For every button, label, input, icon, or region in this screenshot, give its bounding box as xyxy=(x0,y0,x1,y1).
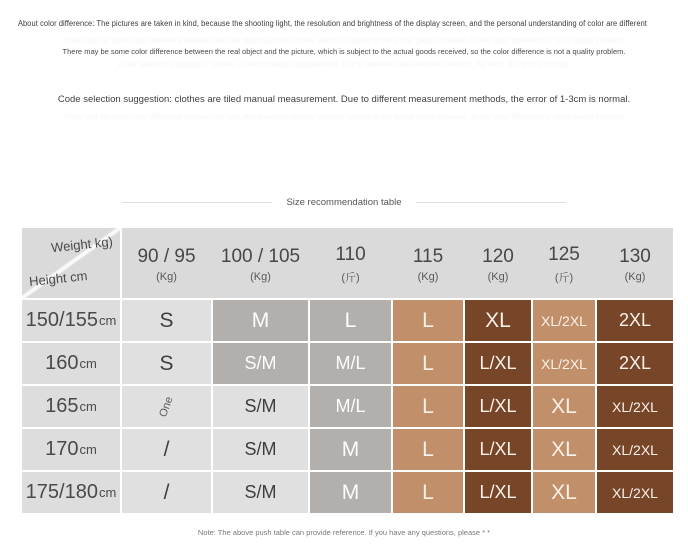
size-cell xyxy=(213,343,308,384)
size-value: 2XL xyxy=(618,310,652,330)
size-value: S/M xyxy=(244,353,277,373)
size-value: XL/2XL xyxy=(541,355,587,372)
size-cell xyxy=(465,386,531,427)
weight-unit: (Kg) xyxy=(417,270,439,283)
height-unit: cm xyxy=(79,356,97,371)
weight-header-cell xyxy=(122,228,211,298)
size-cell xyxy=(465,300,531,341)
weight-unit: (Kg) xyxy=(624,270,646,283)
footer-note: Note: The above push table can provide reference. If you have any questions, please * * xyxy=(197,528,491,537)
size-cell xyxy=(213,300,308,341)
height-label-cell xyxy=(22,429,120,470)
weight-header-row xyxy=(122,228,673,298)
height-value: 165 xyxy=(45,395,79,417)
weight-value: 130 xyxy=(619,245,651,267)
size-cell xyxy=(122,386,211,427)
height-unit: cm xyxy=(79,442,97,457)
ghost-text-artifact: There may be some color difference between the real object and the picture, which is subject to the actual goods received, so the color difference is not a quality problem. xyxy=(62,36,626,45)
weight-header-cell xyxy=(393,228,463,298)
size-value: One xyxy=(157,394,176,419)
size-cell xyxy=(533,386,595,427)
size-cell xyxy=(310,429,391,470)
size-value: L xyxy=(422,394,434,418)
size-cell xyxy=(213,386,308,427)
size-value: S/M xyxy=(244,396,277,416)
height-value: 175/180 xyxy=(25,481,98,503)
height-unit: cm xyxy=(79,399,97,414)
corner-weight-label: Weight kg) xyxy=(50,233,114,256)
weight-header-cell xyxy=(465,228,531,298)
weight-value: 120 xyxy=(482,245,514,267)
height-value: 170 xyxy=(45,438,79,460)
weight-header-cell xyxy=(213,228,308,298)
size-cell xyxy=(597,429,673,470)
size-cell xyxy=(597,386,673,427)
size-value: L/XL xyxy=(479,396,517,416)
size-value: XL xyxy=(551,437,577,461)
size-cell xyxy=(393,386,463,427)
size-value: M/L xyxy=(335,396,366,416)
size-cell xyxy=(393,300,463,341)
size-value: S/M xyxy=(244,439,277,459)
size-value: / xyxy=(163,437,170,461)
ghost-text-artifact: Code selection suggestion: clothes are tiled manual measurement. Due to different measurement methods, the error of 1-3cm is normal. xyxy=(118,60,570,69)
weight-value: 110 xyxy=(335,243,366,265)
size-cell xyxy=(465,343,531,384)
code-selection-note: Code selection suggestion: clothes are tiled manual measurement. Due to different measurement methods, the error of 1-3cm is normal. xyxy=(57,94,631,105)
size-value: L/XL xyxy=(479,353,517,373)
size-cell xyxy=(393,472,463,513)
size-value: L xyxy=(344,308,357,332)
weight-unit: (斤) xyxy=(341,271,360,284)
size-value: XL/2XL xyxy=(612,484,658,501)
weight-header-cell xyxy=(310,228,391,298)
size-cell xyxy=(310,300,391,341)
size-value: L/XL xyxy=(479,482,517,502)
weight-unit: (斤) xyxy=(554,271,574,284)
size-cell xyxy=(122,343,211,384)
size-value: XL/2XL xyxy=(612,398,658,415)
size-cell xyxy=(533,343,595,384)
size-value: M xyxy=(341,437,360,461)
size-value: / xyxy=(163,480,170,504)
size-value: S/M xyxy=(244,482,277,502)
weight-unit: (Kg) xyxy=(250,270,271,283)
size-value: S xyxy=(159,308,174,332)
size-cell xyxy=(310,343,391,384)
size-cell xyxy=(122,472,211,513)
size-cell xyxy=(310,386,391,427)
height-value: 160 xyxy=(45,352,79,374)
size-cell xyxy=(122,300,211,341)
size-cell xyxy=(597,300,673,341)
weight-value: 100 / 105 xyxy=(220,245,301,267)
size-value: XL/2XL xyxy=(541,312,587,329)
size-value: XL xyxy=(551,480,577,504)
size-cell xyxy=(310,472,391,513)
size-cell xyxy=(393,343,463,384)
size-value: S xyxy=(159,351,174,375)
weight-header-cell xyxy=(597,228,673,298)
section-title: Size recommendation table xyxy=(286,197,402,208)
table-corner-cell xyxy=(22,228,120,298)
corner-height-label: Height cm xyxy=(28,267,89,290)
height-unit: cm xyxy=(98,313,117,328)
weight-unit: (Kg) xyxy=(156,270,177,283)
size-value: L xyxy=(422,480,434,504)
height-unit: cm xyxy=(98,485,117,500)
size-cell xyxy=(122,429,211,470)
height-label-cell xyxy=(22,386,120,427)
size-value: L xyxy=(422,308,434,332)
size-recommendation-table xyxy=(22,228,673,513)
size-value: M xyxy=(341,480,360,504)
section-title-row xyxy=(0,197,688,208)
weight-value: 125 xyxy=(548,243,580,265)
title-left-rule xyxy=(122,202,272,203)
size-value: M xyxy=(251,308,270,332)
height-label-cell xyxy=(22,472,120,513)
size-cell xyxy=(465,472,531,513)
size-cell xyxy=(597,472,673,513)
weight-header-cell xyxy=(533,228,595,298)
size-cell xyxy=(213,429,308,470)
size-cell xyxy=(533,472,595,513)
size-value: L/XL xyxy=(479,439,517,459)
size-cell xyxy=(213,472,308,513)
weight-value: 115 xyxy=(412,245,444,267)
height-value: 150/155 xyxy=(25,309,98,331)
ghost-text-artifact: There may be some color difference between the real object and the picture, which is subject to the actual goods received, so the color difference is not a quality problem. xyxy=(62,112,626,121)
height-label-cell xyxy=(22,343,120,384)
weight-unit: (Kg) xyxy=(487,270,509,283)
size-value: 2XL xyxy=(618,353,652,373)
color-difference-note: About color difference: The pictures are taken in kind, because the shooting light, the resolution and brightness of the display screen, and the personal understanding of color are different xyxy=(18,19,647,28)
size-cell xyxy=(533,300,595,341)
size-value: M/L xyxy=(335,353,366,373)
size-value: XL/2XL xyxy=(612,441,658,458)
color-difference-note-2: There may be some color difference between the real object and the picture, which is subject to the actual goods received, so the color difference is not a quality problem. xyxy=(62,47,626,56)
size-value: XL xyxy=(485,308,511,332)
size-value: XL xyxy=(551,394,577,418)
size-cell xyxy=(533,429,595,470)
size-cell xyxy=(465,429,531,470)
size-cell xyxy=(393,429,463,470)
size-value: L xyxy=(422,437,434,461)
height-label-cell xyxy=(22,300,120,341)
weight-value: 90 / 95 xyxy=(137,245,196,267)
size-cell xyxy=(597,343,673,384)
title-right-rule xyxy=(416,202,566,203)
size-value: L xyxy=(422,351,434,375)
